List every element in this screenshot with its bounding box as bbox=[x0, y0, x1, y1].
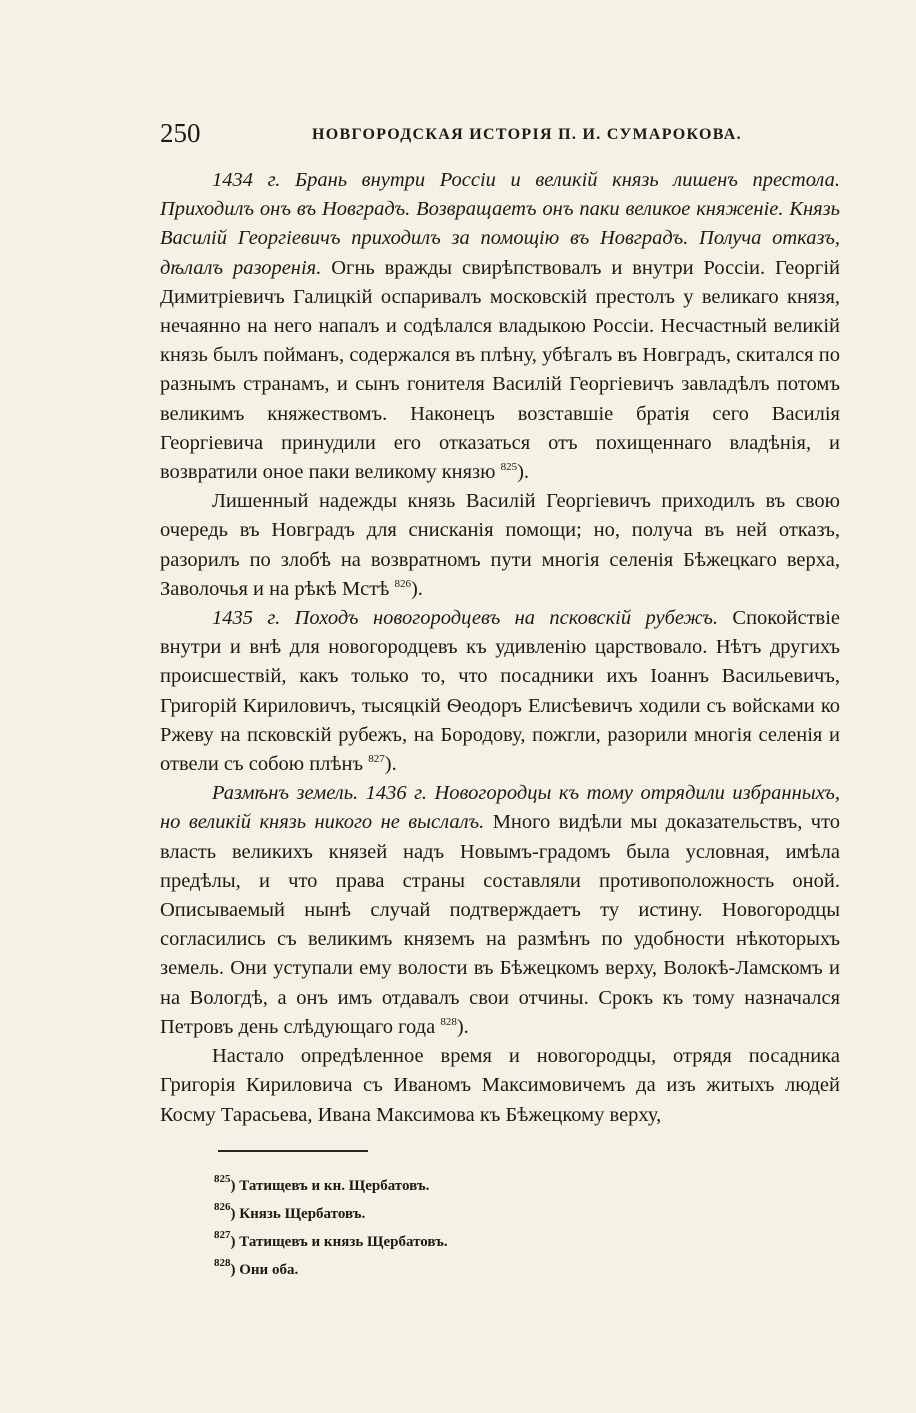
running-title: НОВГОРОДСКАЯ ИСТОРІЯ П. И. СУМАРОКОВА. bbox=[312, 126, 742, 143]
paragraph-lead-italic: Размѣнъ земель. 1436 г. Новогородцы къ тому отрядили избранныхъ, но великій князь никого не выслалъ. bbox=[160, 782, 840, 834]
paragraph-lead-italic: 1434 г. Брань внутри Россіи и великій князь лишенъ престола. Приходилъ онъ въ Новградъ. Возвращаетъ онъ паки великое княженіе. Князь Василій Георгіевичъ приходилъ за помощію въ Новградъ. Получа отказъ, дѣлалъ разоренія. bbox=[160, 169, 840, 279]
paragraph-text: Лишенный надежды князь Василій Георгіевичъ приходилъ въ свою очередь въ Новградъ для снисканія помощи; но, получа въ ней отказъ, разорилъ по злобѣ на возвратномъ пути многія селенія Бѣжецкаго верха, Заволочья и на рѣкѣ Мстѣ bbox=[160, 490, 840, 600]
footnote-number: 828 bbox=[214, 1257, 231, 1269]
paragraph bbox=[160, 604, 840, 779]
paragraph-tail: ). bbox=[410, 577, 423, 600]
footnote-divider bbox=[218, 1150, 368, 1152]
paragraph bbox=[160, 779, 840, 1042]
paragraph-tail: ). bbox=[456, 1015, 469, 1038]
footnote-number: 825 bbox=[214, 1173, 231, 1185]
footnote bbox=[214, 1256, 774, 1284]
footnote-text: ) Они оба. bbox=[230, 1262, 299, 1278]
footnote-number: 827 bbox=[214, 1229, 231, 1241]
paragraph-text: Много видѣли мы доказательствъ, что власть великихъ князей надъ Новымъ-градомъ была условная, имѣла предѣлы, и что права страны составляли противоположность оной. Описываемый нынѣ случай подтверждаетъ ту истину. Новогородцы согласились съ великимъ княземъ на размѣнъ по удобности нѣкоторыхъ земель. Они уступали ему волости въ Бѣжецкомъ верху, Волокѣ-Ламскомъ и на Вологдѣ, а онъ имъ отдавалъ свои отчины. Срокъ къ тому назначался Петровъ день слѣдующаго года bbox=[160, 811, 841, 1038]
paragraph-lead-italic: 1435 г. Походъ новогородцевъ на псковскій рубежъ. bbox=[212, 607, 719, 630]
page-number: 250 bbox=[160, 118, 201, 148]
footnote bbox=[214, 1200, 774, 1228]
footnote-marker: 825 bbox=[500, 461, 518, 474]
paragraph bbox=[160, 487, 840, 604]
footnote-text: ) Князь Щербатовъ. bbox=[230, 1206, 366, 1222]
body-text bbox=[160, 166, 840, 1130]
footnote-text: ) Татищевъ и кн. Щербатовъ. bbox=[230, 1178, 430, 1194]
footnote bbox=[214, 1228, 774, 1256]
footnotes bbox=[214, 1172, 774, 1284]
paragraph bbox=[160, 166, 840, 487]
paragraph-tail: ). bbox=[517, 461, 530, 484]
footnote-text: ) Татищевъ и князь Щербатовъ. bbox=[230, 1234, 448, 1250]
footnote-marker: 827 bbox=[368, 753, 385, 766]
paragraph bbox=[160, 1042, 840, 1130]
page-header bbox=[160, 118, 840, 152]
footnote bbox=[214, 1172, 774, 1200]
paragraph-text: Огнь вражды свирѣпствовалъ и внутри Россіи. Георгій Димитріевичъ Галицкій оспаривалъ московскій престолъ у великаго князя, нечаянно на него напалъ и содѣлался владыкою Россіи. Несчастный великій князь былъ пойманъ, содержался въ плѣну, убѣгалъ въ Новградъ, скитался по разнымъ странамъ, и сынъ гонителя Василій Георгіевичъ завладѣлъ потомъ великимъ княжествомъ. Наконецъ возставшіе братія сего Василія Георгіевича принудили его отказаться отъ похищеннаго владѣнія, и возвратили оное паки великому князю bbox=[160, 256, 840, 484]
footnote-marker: 828 bbox=[440, 1015, 457, 1028]
paragraph-text: Настало опредѣленное время и новогородцы, отрядя посадника Григорія Кириловича съ Иваномъ Максимовичемъ да изъ житыхъ людей Косму Тарасьева, Ивана Максимова къ Бѣжецкому верху, bbox=[160, 1045, 840, 1126]
footnote-number: 826 bbox=[214, 1201, 231, 1213]
footnote-marker: 826 bbox=[394, 577, 411, 590]
paragraph-text: Спокойствіе внутри и внѣ для новогородцевъ къ удивленію царствовало. Нѣтъ другихъ происшествій, какъ только то, что посадники ихъ Іоаннъ Васильевичъ, Григорій Кириловичъ, тысяцкій Ѳеодоръ Елисѣевичъ ходили съ войсками ко Ржеву на псковскій рубежъ, на Бородову, пожгли, разорили многія селенія и отвели съ собою плѣнъ bbox=[160, 607, 840, 776]
paragraph-tail: ). bbox=[384, 753, 397, 776]
